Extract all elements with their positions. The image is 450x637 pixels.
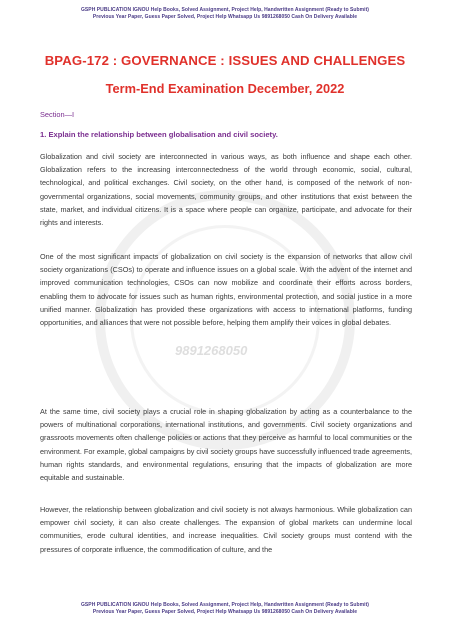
exam-subtitle: Term-End Examination December, 2022 (105, 81, 345, 96)
paragraph-3: At the same time, civil society plays a crucial role in shaping globalization by acting as a counterbalance to the powers of multinational corporations, international institutions, and governments. Civil society organizations and grassroots movements often challenge policies or actions that they perceive as harmful to local communities or the environment. For example, global campaigns by civil society groups have successfully influenced trade agreements, human rights standards, and environmental regulations, ensuring that the impacts of globalization are more equitable and sustainable. (40, 407, 412, 483)
section-heading: Section—I (40, 110, 75, 119)
document-title: BPAG-172 : GOVERNANCE : ISSUES AND CHALLENGES (44, 53, 406, 68)
footer-line-1: GSPH PUBLICATION IGNOU Help Books, Solved Assignment, Project Help, Handwritten Assignment (Ready to Submit) (80, 602, 370, 608)
footer-line-2: Previous Year Paper, Guess Paper Solved, Project Help Whatsapp Us 9891268050 Cash On Delivery Available (92, 609, 358, 615)
watermark-phone: 9891268050 (175, 343, 248, 358)
question-heading: 1. Explain the relationship between globalisation and civil society. (40, 130, 278, 139)
paragraph-4: However, the relationship between globalization and civil society is not always harmonious. While globalization can empower civil society, it can also create challenges. The expansion of global markets can undermine local communities, erode cultural identities, and increase inequalities. Civil society groups must contend with the pressures of corporate influence, the commodification of culture, and the (40, 505, 412, 554)
paragraph-1: Globalization and civil society are interconnected in various ways, as both influence and shape each other. Globalization refers to the increasing interconnectedness of the world through economic, social, cultural, technological, and political exchanges. Civil society, on the other hand, is composed of the network of non-governmental organizations, social movements, community groups, and other institutions that exist between the state, market, and individual citizens. It is a space where people can organize, participate, and advocate for their rights and interests. (40, 152, 412, 228)
page-footer (0, 602, 450, 616)
header-line-1: GSPH PUBLICATION IGNOU Help Books, Solved Assignment, Project Help, Handwritten Assignment (Ready to Submit) (80, 7, 370, 13)
paragraph-2: One of the most significant impacts of globalization on civil society is the expansion of networks that allow civil society organizations (CSOs) to operate and influence issues on a global scale. With the advent of the internet and improved communication technologies, CSOs can now mobilize and coordinate their efforts across borders, enabling them to advocate for issues such as human rights, environmental protection, and social justice in a more unified manner. Globalization has provided these organizations with access to international platforms, funding opportunities, and alliances that were not possible before, helping them amplify their voices in global debates. (40, 252, 412, 328)
header-line-2: Previous Year Paper, Guess Paper Solved, Project Help Whatsapp Us 9891268050 Cash On Delivery Available (92, 14, 358, 20)
page-header (0, 7, 450, 21)
